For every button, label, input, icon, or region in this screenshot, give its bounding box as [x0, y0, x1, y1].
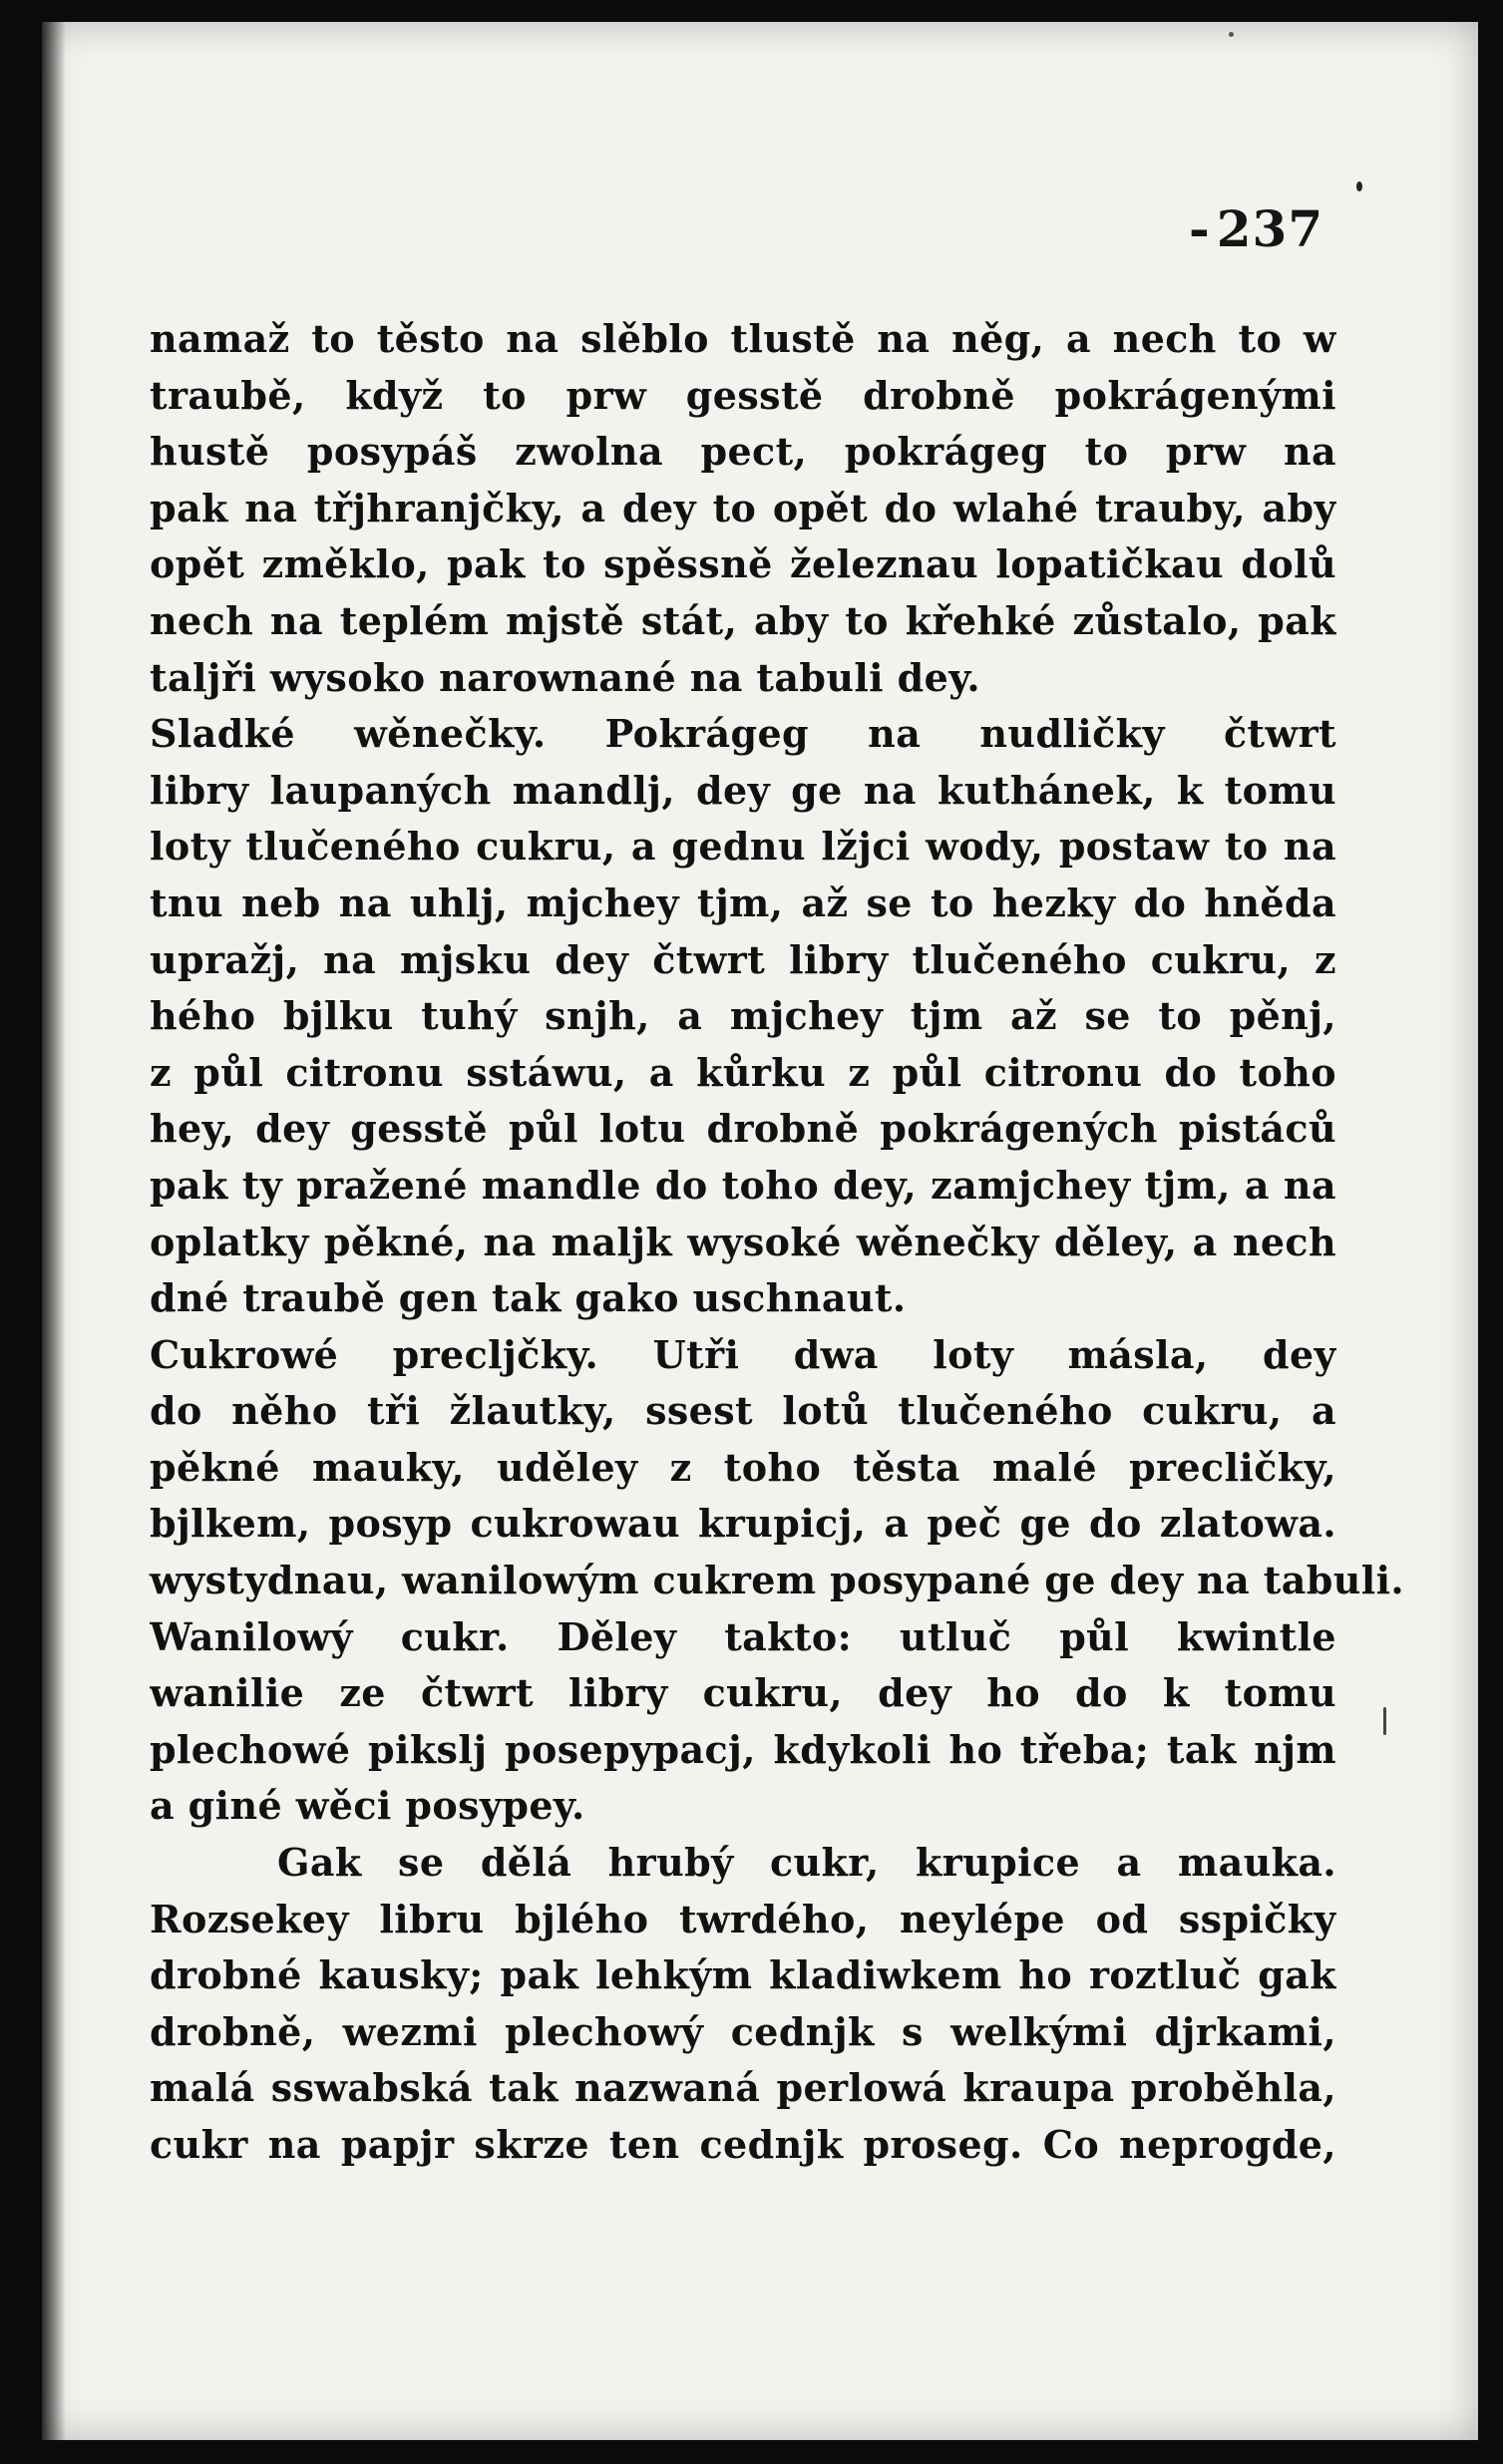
page-gutter-shadow	[42, 22, 66, 2440]
page-number-dash: -	[1189, 199, 1211, 258]
text-line: namaž to těsto na slěblo tlustě na něg, a nech to w	[150, 316, 1336, 361]
text-line: do něho tři žlautky, ssest lotů tlučeného cukru, a	[150, 1388, 1336, 1434]
text-line: plechowé pikslj posepypacj, kdykoli ho třeba; tak njm	[150, 1726, 1336, 1772]
text-line: oplatky pěkné, na maljk wysoké wěnečky děley, a nech	[150, 1219, 1336, 1264]
recipe-heading-line: Wanilowý cukr. Děley takto: utluč půl kwintle	[150, 1613, 1336, 1659]
recipe-heading-line: Gak se dělá hrubý cukr, krupice a mauka.	[277, 1840, 1336, 1886]
text-line: libry laupaných mandlj, dey ge na kuthánek, k tomu	[150, 767, 1336, 813]
text-line: taljři wysoko narownané na tabuli dey.	[150, 654, 980, 700]
page-body-text	[150, 311, 1405, 2174]
text-line: bjlkem, posyp cukrowau krupicj, a peč ge do zlatowa.	[150, 1501, 1336, 1547]
recipe-heading-line: Sladké wěnečky. Pokrágeg na nudličky čtwrt	[150, 711, 1336, 757]
page-number-value: 237	[1216, 199, 1324, 258]
text-line: Rozsekey libru bjlého twrdého, neylépe od sspičky	[150, 1896, 1336, 1941]
text-line: loty tlučeného cukru, a gednu lžjci wody, postaw to na	[150, 824, 1336, 870]
text-line: drobné kausky; pak lehkým kladiwkem ho roztluč gak	[150, 1952, 1336, 1998]
text-line: tnu neb na uhlj, mjchey tjm, až se to hezky do hněda	[150, 880, 1336, 925]
page-number	[1189, 199, 1323, 258]
text-line: a giné wěci posypey.	[150, 1783, 585, 1829]
text-line: traubě, když to prw gesstě drobně pokrágenými	[150, 372, 1336, 418]
text-line: hey, dey gesstě půl lotu drobně pokrágených pistáců	[150, 1106, 1336, 1152]
text-line: wystydnau, wanilowým cukrem posypané ge dey na tabuli.	[150, 1558, 1405, 1603]
text-line: z půl citronu sstáwu, a kůrku z půl citronu do toho	[150, 1049, 1336, 1095]
recipe-heading-line: Cukrowé precljčky. Utři dwa loty másla, dey	[150, 1331, 1336, 1377]
text-line: opět změklo, pak to spěssně železnau lopatičkau dolů	[150, 541, 1336, 587]
book-page	[42, 22, 1478, 2440]
text-line: upražj, na mjsku dey čtwrt libry tlučeného cukru, z	[150, 936, 1336, 982]
text-line: drobně, wezmi plechowý cednjk s welkými djrkami,	[150, 2008, 1336, 2054]
text-line: cukr na papjr skrze ten cednjk proseg. Co neprogde,	[150, 2122, 1336, 2167]
text-line: hustě posypáš zwolna pect, pokrágeg to prw na	[150, 429, 1336, 475]
text-line: pak na třjhranjčky, a dey to opět do wlahé trauby, aby	[150, 485, 1336, 530]
text-line: pak ty pražené mandle do toho dey, zamjchey tjm, a na	[150, 1162, 1336, 1208]
text-line: wanilie ze čtwrt libry cukru, dey ho do k tomu	[150, 1670, 1336, 1716]
paper-speck	[1229, 32, 1234, 37]
text-line: dné traubě gen tak gako uschnaut.	[150, 1275, 907, 1321]
text-line: pěkné mauky, uděley z toho těsta malé precličky,	[150, 1444, 1336, 1490]
paper-speck	[1383, 1707, 1386, 1735]
text-line: malá sswabská tak nazwaná perlowá kraupa proběhla,	[150, 2065, 1336, 2111]
paper-speck	[1356, 181, 1362, 191]
text-line: hého bjlku tuhý snjh, a mjchey tjm až se to pěnj,	[150, 993, 1336, 1039]
text-line: nech na teplém mjstě stát, aby to křehké zůstalo, pak	[150, 597, 1336, 643]
